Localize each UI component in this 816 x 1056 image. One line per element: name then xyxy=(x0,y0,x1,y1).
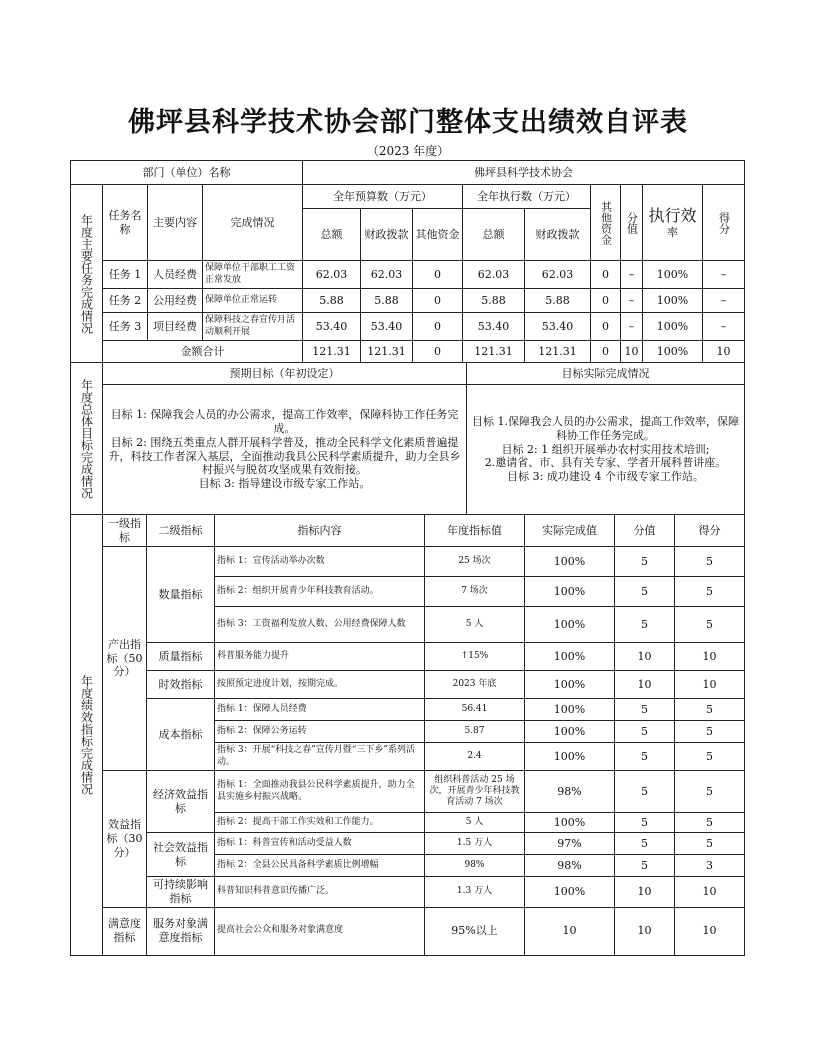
indicator-score: 5 xyxy=(675,743,745,771)
task-content-header: 主要内容 xyxy=(148,185,203,261)
exec-rate: 100% xyxy=(643,261,703,289)
task-done: 保障科技之春宣传月活动顺利开展 xyxy=(203,313,303,341)
sum-label: 金额合计 xyxy=(103,341,303,363)
indicator-actual: 97% xyxy=(525,833,615,855)
budget-other: 0 xyxy=(413,313,463,341)
econ-indicator-label: 经济效益指标 xyxy=(147,771,215,833)
sum-exec-fiscal: 121.31 xyxy=(525,341,591,363)
score: – xyxy=(703,289,745,313)
task-name-header: 任务名称 xyxy=(103,185,148,261)
exec-other-header: 其他资金 xyxy=(591,185,621,261)
indicator-target: 95%以上 xyxy=(425,907,525,955)
indicator-score: 5 xyxy=(675,577,745,607)
indicator-score: 5 xyxy=(675,607,745,643)
task-content: 人员经费 xyxy=(148,261,203,289)
indicator-score: 10 xyxy=(675,877,745,908)
exec-other: 0 xyxy=(591,261,621,289)
satisfaction-indicator-label: 满意度指标 xyxy=(103,907,147,955)
performance-table xyxy=(70,514,745,956)
task-content: 公用经费 xyxy=(148,289,203,313)
indicator-content: 按照预定进度计划，按期完成。 xyxy=(215,671,425,699)
budget-fiscal: 62.03 xyxy=(361,261,413,289)
indicator-content: 提高社会公众和服务对象满意度 xyxy=(215,907,425,955)
target-header: 年度指标值 xyxy=(425,515,525,547)
task-done: 保障单位干部职工工资正常发放 xyxy=(203,261,303,289)
cost-indicator-label: 成本指标 xyxy=(147,699,215,771)
indicator-content: 科普服务能力提升 xyxy=(215,643,425,671)
indicator-actual: 98% xyxy=(525,771,615,813)
exec-fiscal: 5.88 xyxy=(525,289,591,313)
budget-other: 0 xyxy=(413,289,463,313)
exec-other: 0 xyxy=(591,289,621,313)
social-indicator-label: 社会效益指标 xyxy=(147,833,215,877)
level1-header: 一级指标 xyxy=(103,515,147,547)
value-header: 分值 xyxy=(615,515,675,547)
output-indicator-label: 产出指标（50分） xyxy=(103,547,147,771)
indicator-content: 指标 2：全县公民具备科学素质比例增幅 xyxy=(215,855,425,877)
goals-section-label: 年度总体目标完成情况 xyxy=(71,363,103,515)
task-sum-row xyxy=(71,341,745,363)
indicator-target: 2.4 xyxy=(425,743,525,771)
exec-total: 62.03 xyxy=(463,261,525,289)
score-value: – xyxy=(621,313,643,341)
score-header: 得分 xyxy=(675,515,745,547)
actual-goal-2b: 2.邀请省、市、县有关专家、学者开展科普讲座。 xyxy=(484,456,727,470)
exec-fiscal: 53.40 xyxy=(525,313,591,341)
budget-header: 全年预算数（万元） xyxy=(303,185,463,209)
actual-goals-header: 目标实际完成情况 xyxy=(467,363,745,385)
indicator-target: 56.41 xyxy=(425,699,525,721)
indicator-row xyxy=(71,699,745,721)
indicator-score: 10 xyxy=(675,671,745,699)
task-row xyxy=(71,261,745,289)
indicator-actual: 100% xyxy=(525,743,615,771)
indicator-content: 指标 1：全面推动我县公民科学素质提升，助力全县实施乡村振兴战略。 xyxy=(215,771,425,813)
indicator-actual: 100% xyxy=(525,547,615,577)
indicator-row xyxy=(71,877,745,908)
indicator-target: 1.5 万人 xyxy=(425,833,525,855)
exec-fiscal: 62.03 xyxy=(525,261,591,289)
indicator-score: 10 xyxy=(675,907,745,955)
indicator-target: 5.87 xyxy=(425,721,525,743)
sum-budget-fiscal: 121.31 xyxy=(361,341,413,363)
task-name: 任务 1 xyxy=(103,261,148,289)
indicator-value: 10 xyxy=(615,671,675,699)
indicator-content: 指标 2：组织开展青少年科技教育活动。 xyxy=(215,577,425,607)
sum-budget-other: 0 xyxy=(413,341,463,363)
sum-score: 10 xyxy=(703,341,745,363)
expected-goals-header: 预期目标（年初设定） xyxy=(103,363,467,385)
report-year: （2023 年度） xyxy=(366,144,450,158)
indicator-value: 5 xyxy=(615,855,675,877)
expected-goal-3: 目标 3: 指导建设市级专家工作站。 xyxy=(198,477,371,490)
indicator-content: 科普知识科普意识传播广泛。 xyxy=(215,877,425,908)
indicator-value: 5 xyxy=(615,547,675,577)
exec-rate: 100% xyxy=(643,313,703,341)
indicator-value: 5 xyxy=(615,699,675,721)
indicator-row xyxy=(71,643,745,671)
score-header: 得分 xyxy=(703,185,745,261)
indicator-target: 5 人 xyxy=(425,813,525,833)
indicator-actual: 100% xyxy=(525,877,615,908)
expected-goal-2: 目标 2: 围绕五类重点人群开展科学普及，推动全民科学文化素质普遍提升，科技工作者深入基层，全面推动我县公民科学素质提升，助力全县乡村振兴与脱贫攻坚成果有效衔接。 xyxy=(108,435,461,477)
indicator-score: 5 xyxy=(675,547,745,577)
indicator-row xyxy=(71,547,745,577)
indicator-actual: 100% xyxy=(525,607,615,643)
exec-total-header: 总额 xyxy=(463,209,525,261)
goals-table xyxy=(70,362,745,515)
exec-total: 53.40 xyxy=(463,313,525,341)
task-row xyxy=(71,289,745,313)
budget-total-header: 总额 xyxy=(303,209,361,261)
indicator-row xyxy=(71,833,745,855)
indicator-score: 5 xyxy=(675,771,745,813)
budget-total: 53.40 xyxy=(303,313,361,341)
exec-rate: 100% xyxy=(643,289,703,313)
indicator-value: 5 xyxy=(615,833,675,855)
indicator-actual: 100% xyxy=(525,643,615,671)
indicator-score: 5 xyxy=(675,813,745,833)
indicator-content: 指标 1：科普宣传和活动受益人数 xyxy=(215,833,425,855)
budget-other: 0 xyxy=(413,261,463,289)
indicator-row xyxy=(71,907,745,955)
indicator-score: 5 xyxy=(675,833,745,855)
exec-fiscal-header: 财政拨款 xyxy=(525,209,591,261)
indicator-actual: 10 xyxy=(525,907,615,955)
budget-total: 62.03 xyxy=(303,261,361,289)
quality-indicator-label: 质量指标 xyxy=(147,643,215,671)
budget-total: 5.88 xyxy=(303,289,361,313)
benefit-indicator-label: 效益指标（30分） xyxy=(103,771,147,908)
indicator-actual: 100% xyxy=(525,671,615,699)
exec-rate-header: 执行效 率 xyxy=(643,185,703,261)
indicator-value: 5 xyxy=(615,607,675,643)
indicator-value: 10 xyxy=(615,907,675,955)
indicator-content: 指标 2：提高干部工作实效和工作能力。 xyxy=(215,813,425,833)
indicator-content: 指标 3：开展“科技之春”宣传月暨“三下乡”系列活动。 xyxy=(215,743,425,771)
indicator-target: ↑15% xyxy=(425,643,525,671)
unit-name: 佛坪县科学技术协会 xyxy=(303,161,745,185)
quantity-indicator-label: 数量指标 xyxy=(147,547,215,643)
indicator-score: 10 xyxy=(675,643,745,671)
sustain-indicator-label: 可持续影响指标 xyxy=(147,877,215,908)
sum-exec-rate: 100% xyxy=(643,341,703,363)
expected-goal-1: 目标 1: 保障我会人员的办公需求，提高工作效率，保障科协工作任务完成。 xyxy=(110,408,459,435)
indicator-target: 7 场次 xyxy=(425,577,525,607)
indicator-content: 指标 1：保障人员经费 xyxy=(215,699,425,721)
indicator-content: 指标 1：宣传活动举办次数 xyxy=(215,547,425,577)
exec-total: 5.88 xyxy=(463,289,525,313)
sum-score-value: 10 xyxy=(621,341,643,363)
time-indicator-label: 时效指标 xyxy=(147,671,215,699)
tasks-section-label: 年度主要任务完成情况 xyxy=(71,185,103,363)
expected-goals xyxy=(103,385,467,515)
unit-label: 部门（单位）名称 xyxy=(71,161,303,185)
score-value: – xyxy=(621,289,643,313)
indicator-score: 5 xyxy=(675,699,745,721)
indicator-actual: 100% xyxy=(525,577,615,607)
indicator-content: 指标 3：工资福利发放人数、公用经费保障人数 xyxy=(215,607,425,643)
indicator-target: 5 人 xyxy=(425,607,525,643)
actual-goal-1: 目标 1.保障我会人员的办公需求，提高工作效率，保障科协工作任务完成。 xyxy=(472,415,739,442)
sum-budget-total: 121.31 xyxy=(303,341,361,363)
indicator-actual: 100% xyxy=(525,699,615,721)
actual-goal-2a: 目标 2: 1 组织开展举办农村实用技术培训; xyxy=(501,442,710,456)
score: – xyxy=(703,261,745,289)
indicator-content: 指标 2：保障公务运转 xyxy=(215,721,425,743)
indicator-row xyxy=(71,771,745,813)
task-done: 保障单位正常运转 xyxy=(203,289,303,313)
indicator-target: 2023 年底 xyxy=(425,671,525,699)
task-row xyxy=(71,313,745,341)
sum-exec-other: 0 xyxy=(591,341,621,363)
indicator-target: 1.3 万人 xyxy=(425,877,525,908)
indicator-actual: 100% xyxy=(525,813,615,833)
actual-goal-3: 目标 3: 成功建设 4 个市级专家工作站。 xyxy=(507,470,704,484)
task-name: 任务 2 xyxy=(103,289,148,313)
tasks-table xyxy=(70,160,745,363)
indicator-value: 5 xyxy=(615,813,675,833)
indicator-target: 组织科普活动 25 场次，开展青少年科技教育活动 7 场次 xyxy=(425,771,525,813)
actual-goals xyxy=(467,385,745,515)
budget-fiscal-header: 财政拨款 xyxy=(361,209,413,261)
budget-other-header: 其他资金 xyxy=(413,209,463,261)
indicator-value: 10 xyxy=(615,877,675,908)
document-title: 佛坪县科学技术协会部门整体支出绩效自评表 xyxy=(128,107,688,138)
indicator-row xyxy=(71,671,745,699)
sum-exec-total: 121.31 xyxy=(463,341,525,363)
indicator-value: 10 xyxy=(615,643,675,671)
budget-fiscal: 53.40 xyxy=(361,313,413,341)
actual-header: 实际完成值 xyxy=(525,515,615,547)
exec-other: 0 xyxy=(591,313,621,341)
score-value: – xyxy=(621,261,643,289)
indicator-actual: 100% xyxy=(525,721,615,743)
indicator-value: 5 xyxy=(615,721,675,743)
task-content: 项目经费 xyxy=(148,313,203,341)
perf-section-label: 年度绩效指标完成情况 xyxy=(71,515,103,956)
indicator-value: 5 xyxy=(615,743,675,771)
task-done-header: 完成情况 xyxy=(203,185,303,261)
task-name: 任务 3 xyxy=(103,313,148,341)
indicator-actual: 98% xyxy=(525,855,615,877)
indicator-value: 5 xyxy=(615,577,675,607)
score: – xyxy=(703,313,745,341)
level2-header: 二级指标 xyxy=(147,515,215,547)
indicator-target: 98% xyxy=(425,855,525,877)
indicator-target: 25 场次 xyxy=(425,547,525,577)
budget-fiscal: 5.88 xyxy=(361,289,413,313)
score-value-header: 分值 xyxy=(621,185,643,261)
content-header: 指标内容 xyxy=(215,515,425,547)
indicator-score: 5 xyxy=(675,721,745,743)
indicator-value: 5 xyxy=(615,771,675,813)
exec-header: 全年执行数（万元） xyxy=(463,185,591,209)
indicator-score: 3 xyxy=(675,855,745,877)
service-satisfaction-label: 服务对象满意度指标 xyxy=(147,907,215,955)
